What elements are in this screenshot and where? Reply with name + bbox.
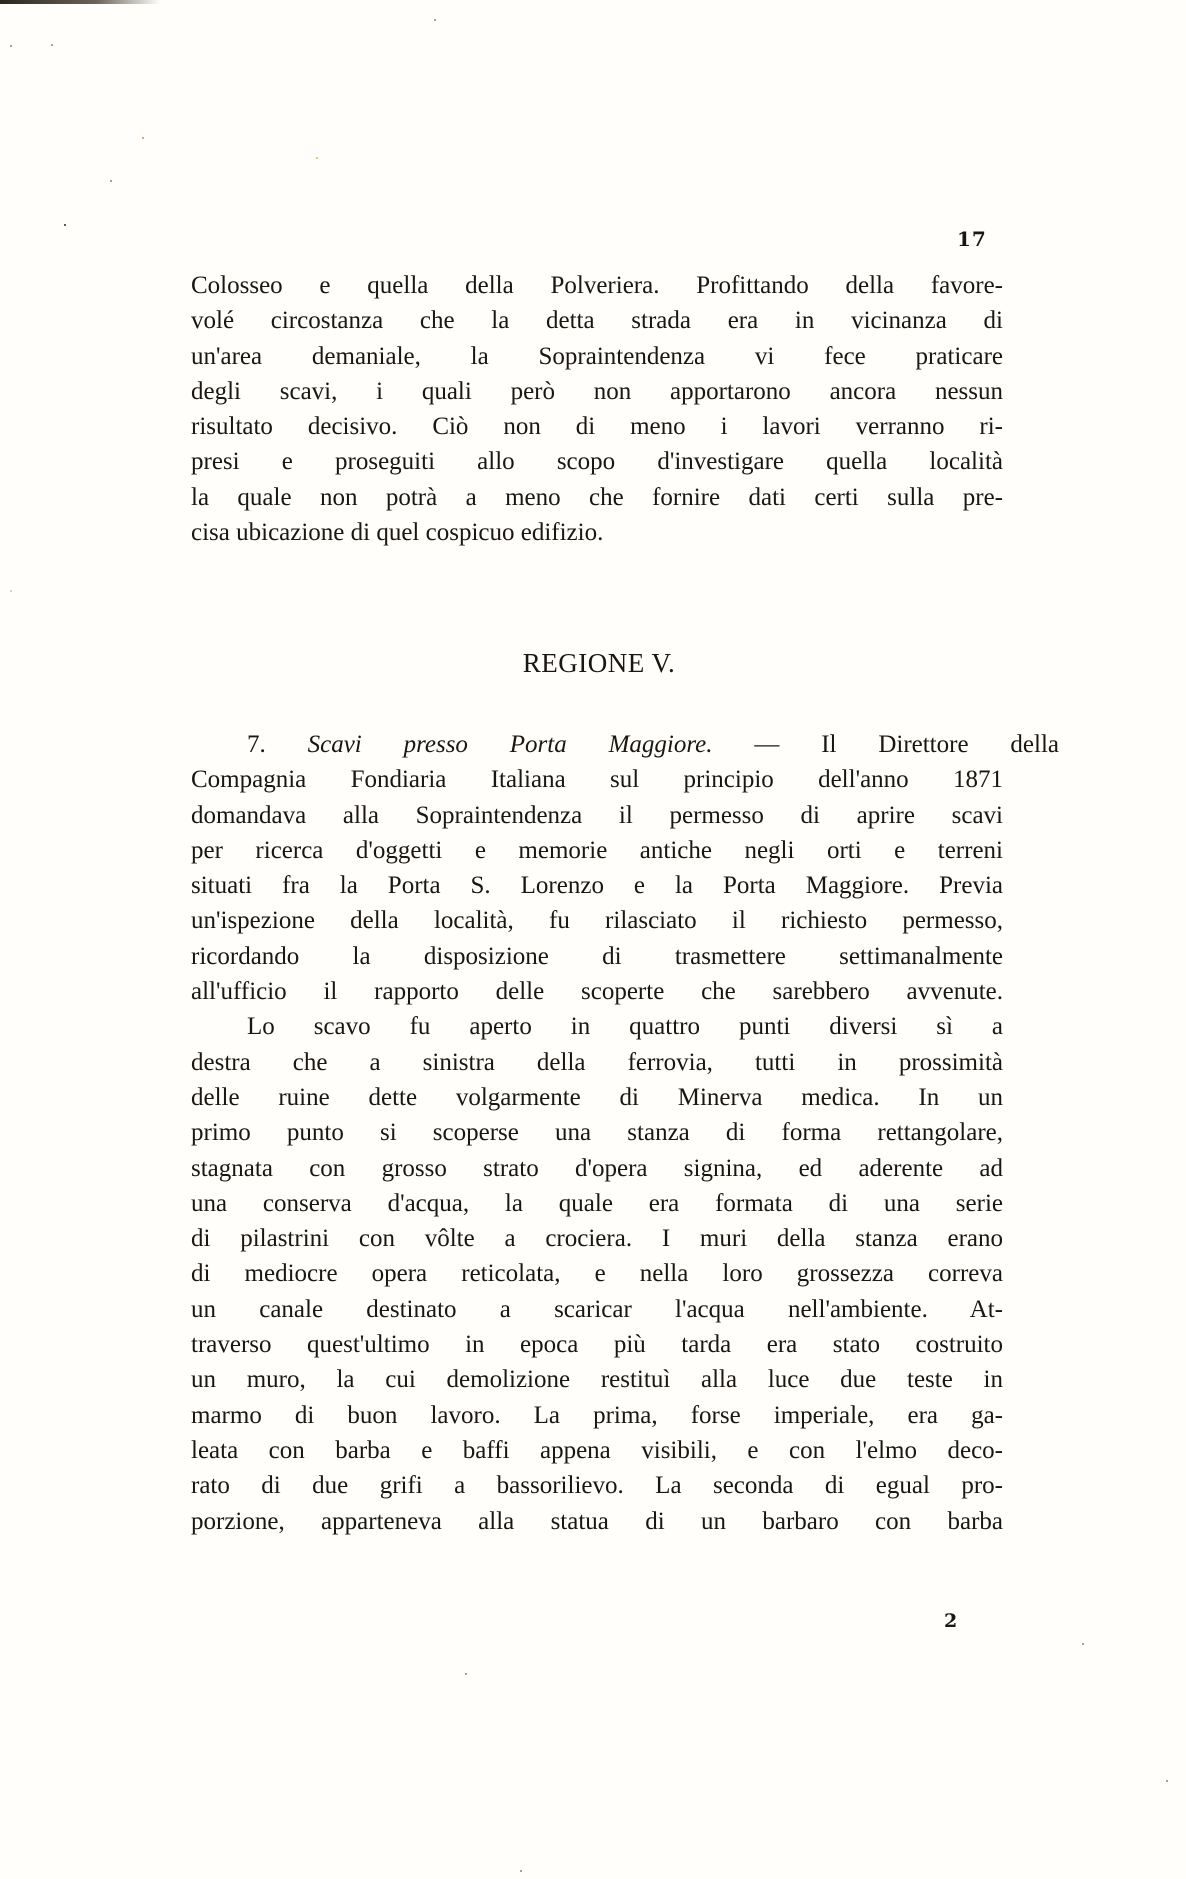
text-line: stagnata con grosso strato d'opera signina, ed aderente ad	[191, 1154, 1003, 1182]
text-line: Colosseo e quella della Polveriera. Profittando della favore-	[191, 272, 1003, 299]
scan-speck	[110, 180, 112, 182]
text-line: cisa ubicazione di quel cospicuo edifizio.	[191, 519, 604, 547]
text-line: un canale destinato a scaricar l'acqua nell'ambiente. At-	[191, 1295, 1003, 1323]
text-line: un'area demaniale, la Sopraintendenza vi fece praticare	[191, 342, 1003, 370]
text-line: ricordando la disposizione di trasmettere settimanalmente	[191, 942, 1003, 970]
section-first-line	[191, 727, 1059, 762]
scan-speck	[10, 45, 12, 47]
paragraph-continued	[191, 268, 1003, 550]
text-line: la quale non potrà a meno che fornire dati certi sulla pre-	[191, 483, 1003, 511]
text-line: di mediocre opera reticolata, e nella loro grossezza correva	[191, 1260, 1003, 1288]
text-line: volé circostanza che la detta strada era in vicinanza di	[191, 307, 1003, 335]
text-line: un muro, la cui demolizione restituì alla luce due teste in	[191, 1366, 1003, 1394]
signature-mark: 2	[944, 1610, 958, 1632]
text-line: degli scavi, i quali però non apportarono ancora nessun	[191, 377, 1003, 405]
scan-speck	[10, 590, 12, 592]
page-number: 17	[957, 227, 987, 251]
text-line: delle ruine dette volgarmente di Minerva medica. In un	[191, 1083, 1003, 1111]
text-line: presi e proseguiti allo scopo d'investigare quella località	[191, 448, 1003, 476]
text-line: porzione, apparteneva alla statua di un barbaro con barba	[191, 1507, 1003, 1535]
scan-speck	[1166, 1780, 1168, 1782]
text-line: Lo scavo fu aperto in quattro punti diversi sì a	[247, 1013, 1003, 1041]
scan-speck	[142, 137, 144, 139]
em-dash: —	[754, 731, 780, 758]
scan-speck	[520, 1870, 522, 1872]
section-title: Scavi presso Porta Maggiore.	[307, 731, 713, 758]
text-line: primo punto si scoperse una stanza di forma rettangolare,	[191, 1119, 1003, 1147]
text-line: domandava alla Sopraintendenza il permesso di aprire scavi	[191, 801, 1003, 829]
text-run: Il Direttore della	[821, 731, 1059, 758]
text-line: di pilastrini con vôlte a crociera. I muri della stanza erano	[191, 1225, 1003, 1253]
text-line: situati fra la Porta S. Lorenzo e la Porta Maggiore. Previa	[191, 872, 1003, 900]
text-line: risultato decisivo. Ciò non di meno i lavori verranno ri-	[191, 413, 1003, 441]
text-line: traverso quest'ultimo in epoca più tarda era stato costruito	[191, 1331, 1003, 1359]
text-line: una conserva d'acqua, la quale era formata di una serie	[191, 1189, 1003, 1217]
text-line: Compagnia Fondiaria Italiana sul principio dell'anno 1871	[191, 766, 1003, 794]
scan-speck	[316, 157, 318, 159]
scan-speck	[1082, 1643, 1084, 1645]
scan-speck	[465, 1673, 467, 1675]
text-line: rato di due grifi a bassorilievo. La seconda di egual pro-	[191, 1472, 1003, 1500]
scan-speck	[434, 19, 436, 21]
text-line: all'ufficio il rapporto delle scoperte che sarebbero avvenute.	[191, 978, 1003, 1006]
scan-speck	[64, 224, 66, 226]
text-line: marmo di buon lavoro. La prima, forse imperiale, era ga-	[191, 1401, 1003, 1429]
section-heading: REGIONE V.	[522, 648, 676, 678]
text-line: leata con barba e baffi appena visibili, e con l'elmo deco-	[191, 1436, 1003, 1464]
section-7-paragraph	[191, 727, 1059, 1539]
page-scan-edge	[0, 0, 160, 4]
text-line: destra che a sinistra della ferrovia, tutti in prossimità	[191, 1048, 1003, 1076]
text-line: per ricerca d'oggetti e memorie antiche negli orti e terreni	[191, 836, 1003, 864]
section-number: 7.	[246, 731, 266, 758]
scan-speck	[51, 44, 53, 46]
text-line: un'ispezione della località, fu rilasciato il richiesto permesso,	[191, 907, 1003, 935]
